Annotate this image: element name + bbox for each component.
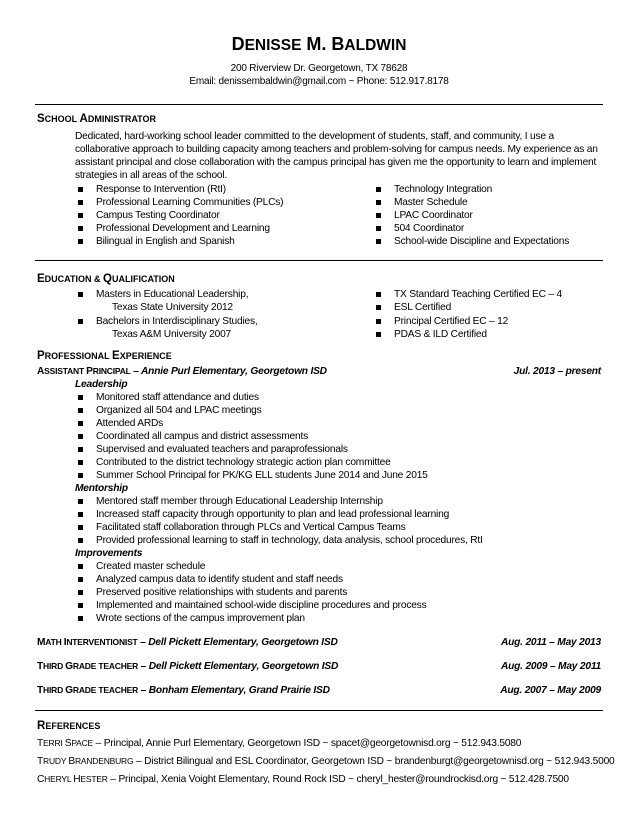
square-bullet-icon bbox=[376, 305, 381, 310]
square-bullet-icon bbox=[78, 213, 83, 218]
square-bullet-icon bbox=[376, 332, 381, 337]
job-title: THIRD GRADE TEACHER – Dell Pickett Elementary, Georgetown ISD bbox=[37, 661, 339, 672]
professional-summary: Dedicated, hard-working school leader committed to the development of students, staff, and community, I use a collaborative approach to building capacity among teachers and problem-solving for campus needs. My experience as an assistant principal and close collaboration with the campus principal has given me the opportunity to learn and implement strategies in all areas of the school. bbox=[75, 131, 598, 181]
job-dates: Aug. 2011 – May 2013 bbox=[500, 637, 601, 648]
job-title: MATH INTERVENTIONIST – Dell Pickett Elementary, Georgetown ISD bbox=[37, 637, 338, 648]
square-bullet-icon bbox=[376, 319, 381, 324]
resume-page: DENISSE M. BALDWIN 200 Riverview Dr. Georgetown, TX 78628 Email: denissembaldwin@gmail.com ~ Phone: 512.917.8178 SCHOOL ADMINISTRATOR Dedicated, hard-working school leader committed to the development of students, staff, and community, I use a collaborative approach to building capacity among teachers and problem-solving for campus needs. My experience as an assistant principal and close collaboration with the campus principal has given me the opportunity to learn and implement strategies in all areas of the school. Response to Intervention (RtI) Professional Learning Communities (PLCs) Campus Testing Coordinator Professional Development and Learning Bilingual in English and Spanish Technology Integration Master Schedule LPAC Coordinator 504 Coordinator School-wide Discipline and Expectations EDUCATION & QUALIFICATION Masters in Educational Leadership, Texas State University 2012 Bachelors in Interdisciplinary Studies, Texas A&M University 2007 TX Standard Teaching Certified EC – 4 ESL Certified Principal Certified EC – 12 PDAS & ILD Certified PROFESSIONAL EXPERIENCE ASSISTANT PRINCIPAL – Annie Purl Elementary, Georgetown ISD Jul. 2013 – present Leadership Monitored staff attendance and duties Organized all 504 and LPAC meetings Attended ARDs Coordinated all campus and district assessments Supervised and evaluated teachers and paraprofessionals Contributed to the district technology strategic action plan committee Summer School Principal for PK/KG ELL students June 2014 and June 2015 Mentorship Mentored staff member through Educational Leadership Internship Increased staff capacity through opportunity to plan and lead professional learning Facilitated staff collaboration through PLCs and Vertical Campus Teams Provided professional learning to staff in technology, data analysis, school procedures, RtI Improvements Created master schedule Analyzed campus data to identify student and staff needs Preserved positive relationships with students and parents Implemented and maintained school-wide discipline procedures and process Wrote sections of the campus improvement plan MATH INTERVENTIONIST – Dell Pickett Elementary, Georgetown ISD Aug. 2011 – May 2013 THIRD GRADE TEACHER – Dell Pickett Elementary, Georgetown ISD Aug. 2009 – May 2011 THIRD GRADE TEACHER – Bonham Elementary, Grand Prairie ISD Aug. 2007 – May 2009 REFERENCES TERRI SPACE – Principal, Annie Purl Elementary, Georgetown ISD ~ spacet@georgetownisd.org ~ 512.943.5080 TRUDY BRANDENBURG – District Bilingual and ESL Coordinator, Georgetown ISD ~ brandenburgt@georgetownisd.org ~ 512.943.5000 CHERYL HESTER – Principal, Xenia Voight Elementary, Round Rock ISD ~ cheryl_hester@roundrockisd.org ~ 512.428.7500 bbox=[0, 0, 638, 826]
header-divider bbox=[35, 104, 603, 105]
square-bullet-icon bbox=[78, 538, 83, 543]
candidate-name: DENISSE M. BALDWIN bbox=[231, 34, 407, 54]
square-bullet-icon bbox=[78, 525, 83, 530]
group-title-mentorship: Mentorship bbox=[75, 483, 128, 494]
square-bullet-icon bbox=[78, 499, 83, 504]
job-dates: Aug. 2009 – May 2011 bbox=[500, 661, 601, 672]
square-bullet-icon bbox=[78, 408, 83, 413]
job-dates: Aug. 2007 – May 2009 bbox=[500, 685, 601, 696]
reference-item: TRUDY BRANDENBURG – District Bilingual and ESL Coordinator, Georgetown ISD ~ brandenburgt@georgetownisd.org ~ 512.943.5000 bbox=[37, 756, 615, 767]
square-bullet-icon bbox=[78, 187, 83, 192]
square-bullet-icon bbox=[78, 447, 83, 452]
square-bullet-icon bbox=[78, 226, 83, 231]
square-bullet-icon bbox=[78, 292, 83, 297]
square-bullet-icon bbox=[376, 200, 381, 205]
square-bullet-icon bbox=[78, 590, 83, 595]
square-bullet-icon bbox=[376, 187, 381, 192]
experience-divider bbox=[35, 710, 603, 711]
square-bullet-icon bbox=[78, 603, 83, 608]
square-bullet-icon bbox=[78, 512, 83, 517]
square-bullet-icon bbox=[78, 460, 83, 465]
group-title-leadership: Leadership bbox=[75, 379, 128, 390]
job-title: ASSISTANT PRINCIPAL – Annie Purl Elementary, Georgetown ISD bbox=[37, 366, 327, 377]
square-bullet-icon bbox=[78, 200, 83, 205]
square-bullet-icon bbox=[78, 564, 83, 569]
square-bullet-icon bbox=[78, 395, 83, 400]
group-title-improvements: Improvements bbox=[75, 548, 143, 559]
section-heading-objective: SCHOOL ADMINISTRATOR bbox=[37, 113, 156, 125]
square-bullet-icon bbox=[78, 616, 83, 621]
square-bullet-icon bbox=[78, 421, 83, 426]
square-bullet-icon bbox=[78, 473, 83, 478]
job-dates: Jul. 2013 – present bbox=[513, 366, 601, 377]
section-heading-experience: PROFESSIONAL EXPERIENCE bbox=[37, 350, 172, 362]
degree-school: Texas State University 2012 bbox=[112, 302, 233, 313]
section-heading-references: REFERENCES bbox=[37, 720, 101, 732]
degree-school: Texas A&M University 2007 bbox=[112, 329, 231, 340]
square-bullet-icon bbox=[376, 239, 381, 244]
square-bullet-icon bbox=[78, 319, 83, 324]
square-bullet-icon bbox=[376, 226, 381, 231]
job-title: THIRD GRADE TEACHER – Bonham Elementary, Grand Prairie ISD bbox=[37, 685, 330, 696]
reference-item: CHERYL HESTER – Principal, Xenia Voight Elementary, Round Rock ISD ~ cheryl_hester@roundrockisd.org ~ 512.428.7500 bbox=[37, 774, 569, 785]
square-bullet-icon bbox=[78, 577, 83, 582]
square-bullet-icon bbox=[78, 239, 83, 244]
square-bullet-icon bbox=[376, 213, 381, 218]
square-bullet-icon bbox=[78, 434, 83, 439]
address-line: 200 Riverview Dr. Georgetown, TX 78628 bbox=[230, 63, 408, 74]
square-bullet-icon bbox=[376, 292, 381, 297]
section-heading-education: EDUCATION & QUALIFICATION bbox=[37, 273, 175, 285]
contact-line: Email: denissembaldwin@gmail.com ~ Phone: 512.917.8178 bbox=[189, 76, 449, 87]
reference-item: TERRI SPACE – Principal, Annie Purl Elementary, Georgetown ISD ~ spacet@georgetownisd.org ~ 512.943.5080 bbox=[37, 738, 522, 749]
objective-divider bbox=[35, 260, 603, 261]
